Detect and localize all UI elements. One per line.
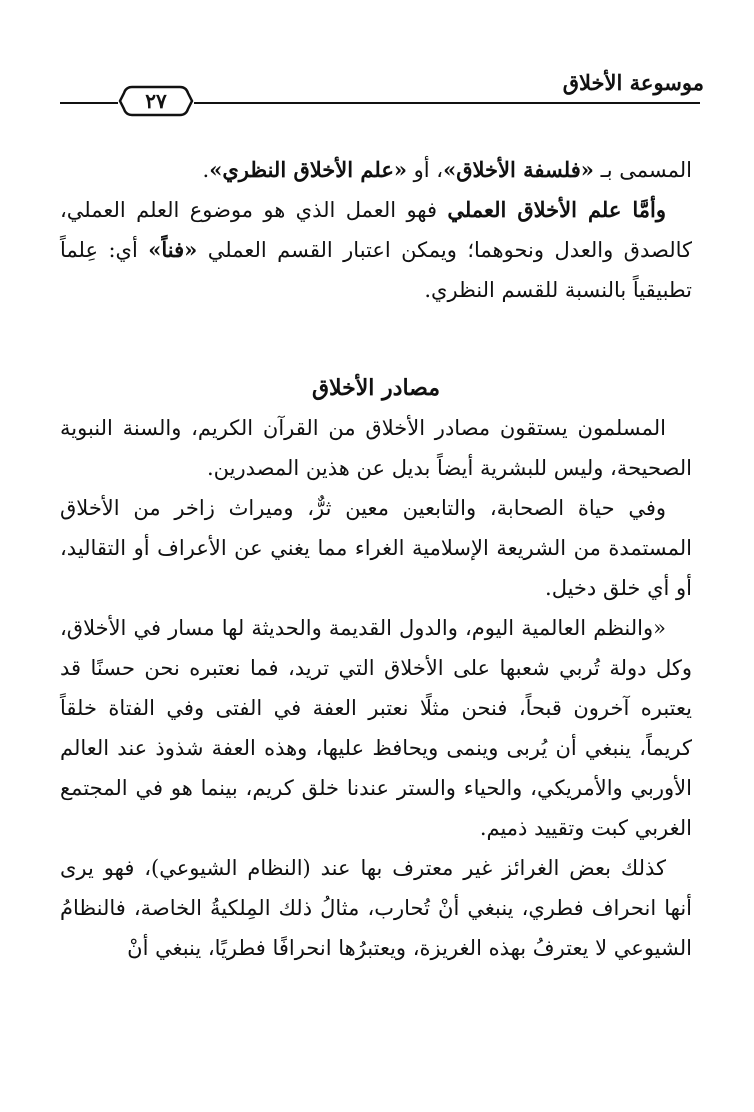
p2-bold-lead: وأمَّا علم الأخلاق العملي bbox=[447, 197, 667, 222]
page-number-badge bbox=[118, 84, 194, 118]
p2-text-1: فهو العمل الذي هو موضوع العلم العملي، كالصدق والعدل ونحوهما؛ ويمكن اعتبار القسم العملي bbox=[60, 198, 693, 262]
paragraph-1 bbox=[60, 150, 692, 190]
p1-bold-term-2: «علم الأخلاق النظري» bbox=[209, 157, 407, 182]
paragraph-6: كذلك بعض الغرائز غير معترف بها عند (النظام الشيوعي)، فهو يرى أنها انحراف فطري، ينبغي أنْ تُحارب، مثالُ ذلك المِلكيةُ الخاصة، فالنظامُ الشيوعي لا يعترفُ بهذه الغريزة، ويعتبرُها انحرافًا فطريًا، ينبغي أنْ bbox=[60, 856, 692, 960]
paragraph-5: «والنظم العالمية اليوم، والدول القديمة والحديثة لها مسار في الأخلاق، وكل دولة تُربي شعبها على الأخلاق التي تريد، فما نعتبره نحن حسنًا قد يعتبره آخرون قبحاً، فنحن مثلًا نعتبر العفة في الفتى وفي الفتاة خلقاً كريماً، ينبغي أن يُربى وينمى ويحافظ عليها، وهذه العفة شذوذ عند العالم الأوربي والأمريكي، والحياء والستر عندنا خلق كريم، بينما هو في المجتمع الغربي كبت وتقييد ذميم. bbox=[60, 616, 692, 840]
paragraph-2 bbox=[60, 190, 692, 310]
paragraph-3: المسلمون يستقون مصادر الأخلاق من القرآن الكريم، والسنة النبوية الصحيحة، وليس للبشرية أيضاً بديل عن هذين المصدرين. bbox=[60, 416, 692, 480]
section-spacer bbox=[60, 310, 692, 368]
p1-bold-term-1: «فلسفة الأخلاق» bbox=[443, 157, 594, 182]
p2-text-2: أي: عِلماً تطبيقياً بالنسبة للقسم النظري. bbox=[60, 238, 692, 302]
p1-text-2: ، أو bbox=[406, 158, 444, 182]
running-title: موسوعة الأخلاق bbox=[562, 70, 704, 95]
section-heading: مصادر الأخلاق bbox=[311, 375, 441, 401]
page-number: ٢٧ bbox=[145, 89, 167, 113]
p1-text-3: . bbox=[202, 158, 210, 182]
p2-bold-term: «فناً» bbox=[148, 237, 198, 262]
p1-text-1: المسمى بـ bbox=[593, 158, 692, 182]
page-content bbox=[60, 150, 692, 968]
paragraph-4: وفي حياة الصحابة، والتابعين معين ثرٌّ، وميراث زاخر من الأخلاق المستمدة من الشريعة الإسلامية الغراء مما يغني عن الأعراف أو التقاليد، أو أي خلق دخيل. bbox=[60, 496, 692, 600]
